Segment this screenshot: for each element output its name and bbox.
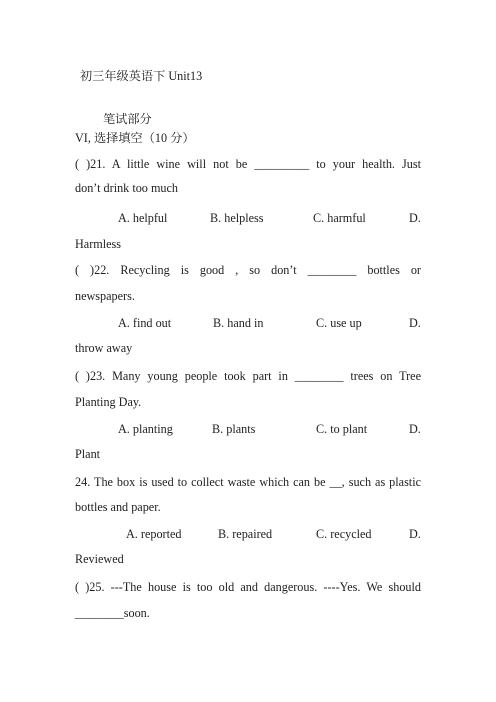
question-21-stem-line2: don’t drink too much <box>75 181 179 195</box>
question-25-stem-line1: ( )25. ---The house is too old and dangerous. ----Yes. We should <box>75 580 421 594</box>
question-23-option-b: B. plants <box>212 422 256 436</box>
question-24-stem-line2: bottles and paper. <box>75 500 161 514</box>
question-23-option-c: C. to plant <box>316 422 368 436</box>
question-22-option-c: C. use up <box>316 316 362 330</box>
page-title: 初三年级英语下 Unit13 <box>80 69 203 83</box>
question-23-option-d-text: Plant <box>75 447 101 461</box>
question-21-stem-line1: ( )21. A little wine will not be _________ to your health. Just <box>75 157 421 171</box>
question-22-option-b: B. hand in <box>213 316 264 330</box>
question-23-option-a: A. planting <box>118 422 173 436</box>
question-21-option-d: D. <box>409 211 421 225</box>
question-22-stem-line1: ( )22. Recycling is good , so don’t ________ bottles or <box>75 263 421 277</box>
question-24-stem-line1: 24. The box is used to collect waste which can be __, such as plastic <box>75 475 421 489</box>
question-24-option-a: A. reported <box>126 527 182 541</box>
question-24-option-c: C. recycled <box>316 527 372 541</box>
question-25-stem-line2: ________soon. <box>75 606 150 620</box>
section-label: 笔试部分 <box>103 112 152 126</box>
section-part-heading: VI, 选择填空（10 分） <box>75 131 195 145</box>
question-21-option-c: C. harmful <box>313 211 366 225</box>
question-24-option-b: B. repaired <box>218 527 273 541</box>
question-21-option-b: B. helpless <box>210 211 264 225</box>
question-23-option-d: D. <box>409 422 421 436</box>
question-22-option-a: A. find out <box>118 316 172 330</box>
question-22-option-d-text: throw away <box>75 341 133 355</box>
question-23-stem-line1: ( )23. Many young people took part in ________ trees on Tree <box>75 369 421 383</box>
question-24-option-d-text: Reviewed <box>75 552 124 566</box>
question-22-option-d: D. <box>409 316 421 330</box>
question-24-option-d: D. <box>409 527 421 541</box>
question-22-stem-line2: newspapers. <box>75 289 135 303</box>
question-23-stem-line2: Planting Day. <box>75 395 142 409</box>
question-21-option-a: A. helpful <box>118 211 168 225</box>
question-21-option-d-text: Harmless <box>75 237 122 251</box>
